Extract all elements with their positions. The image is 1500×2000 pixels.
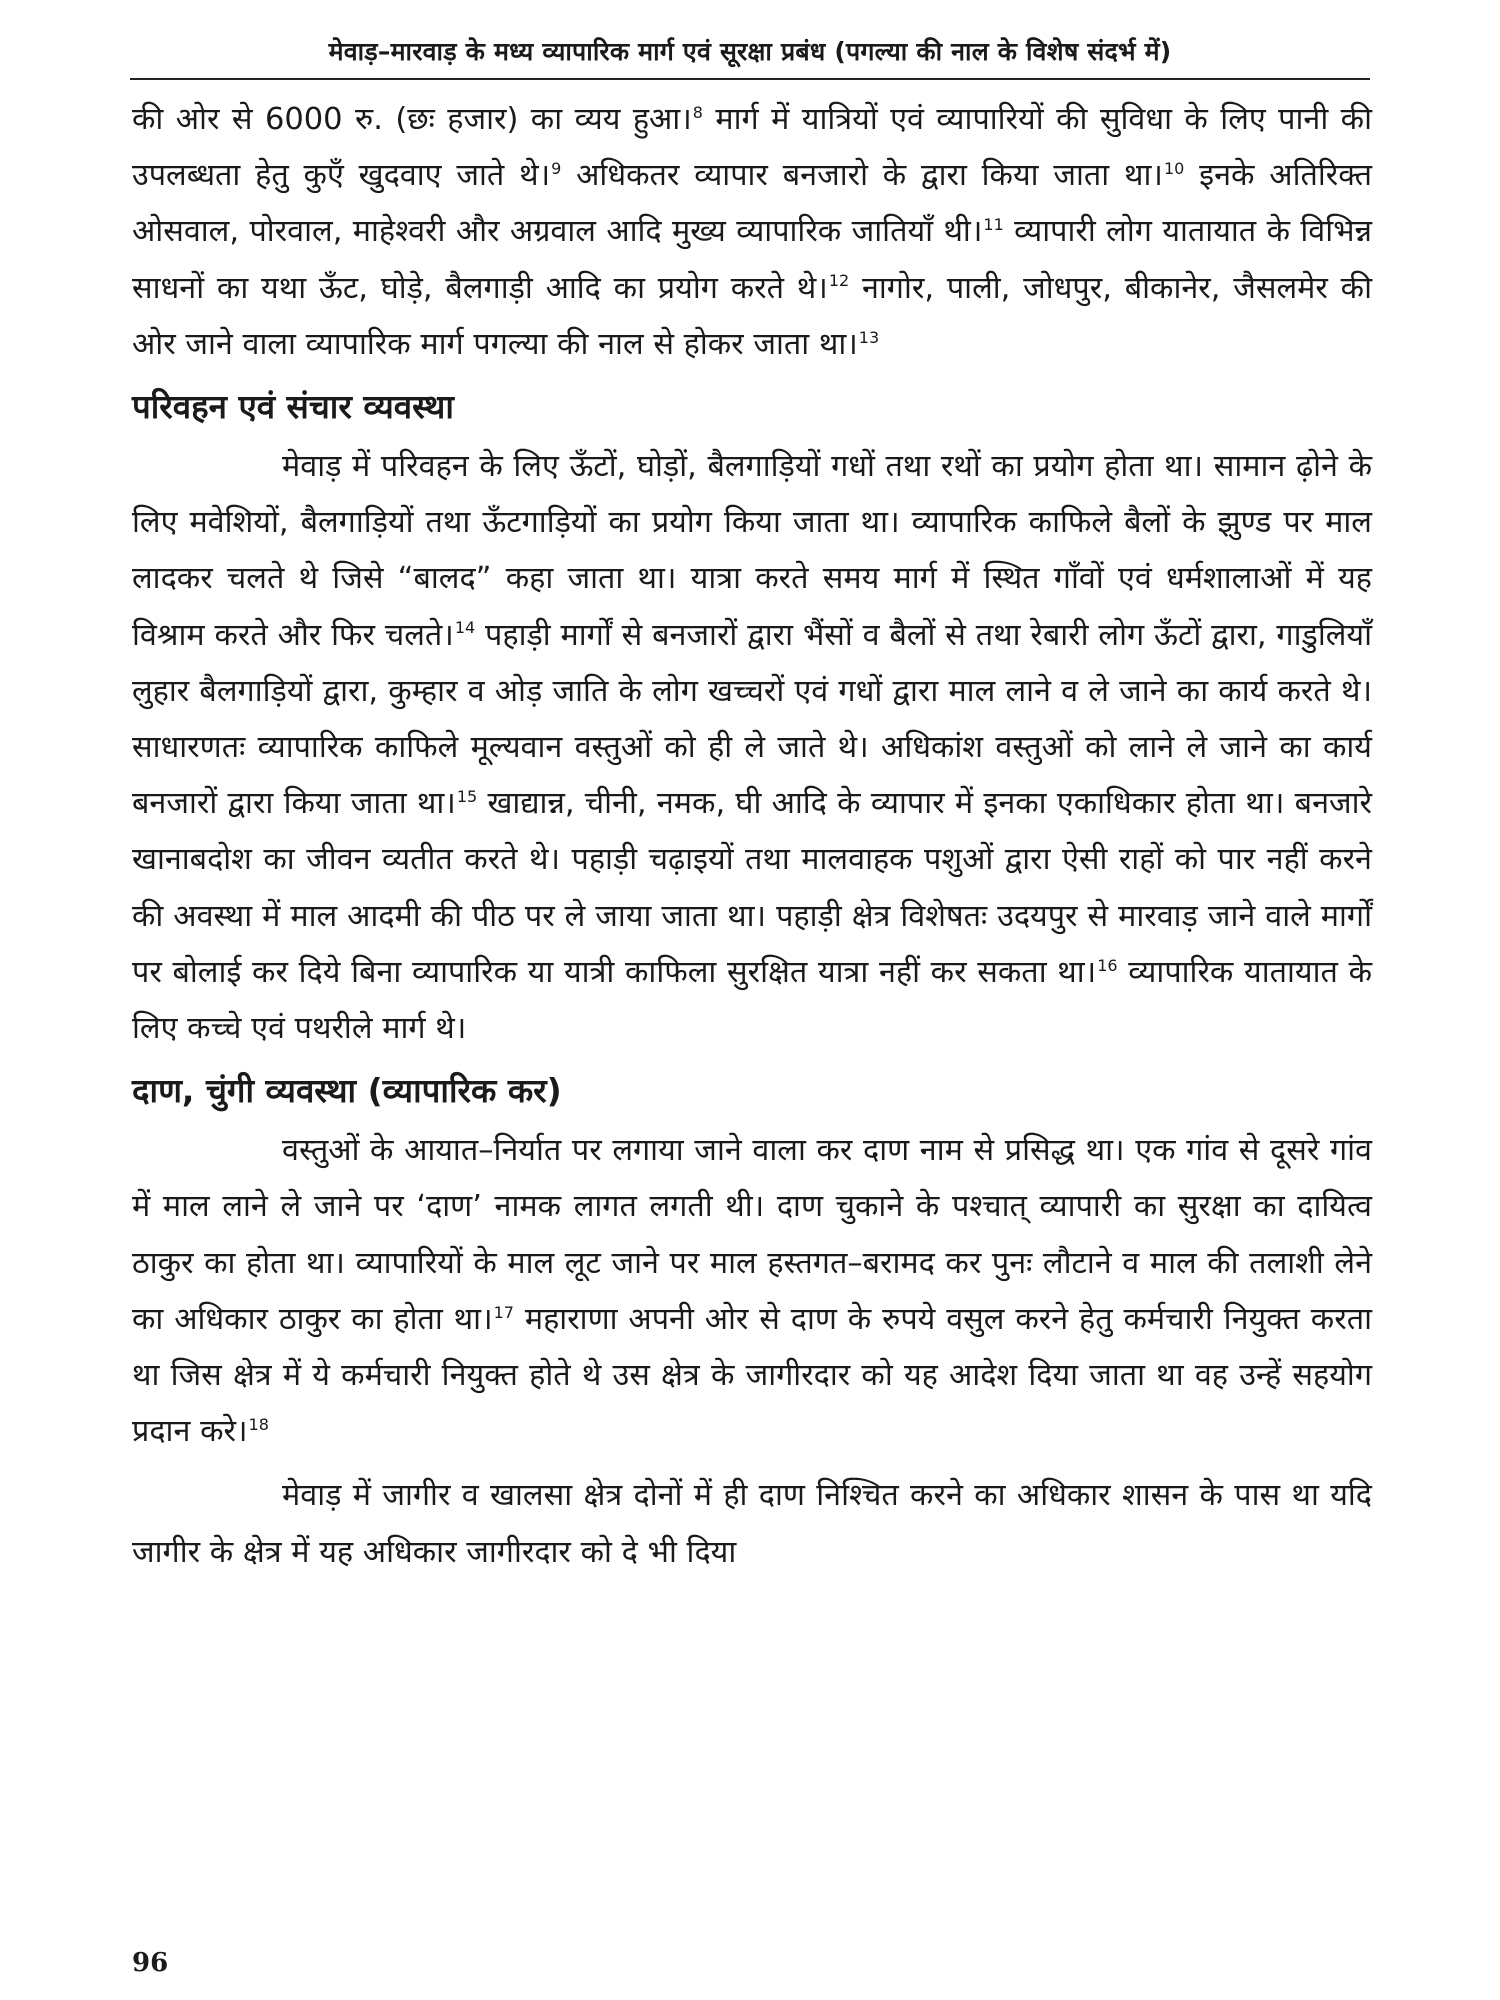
text-run: खाद्यान्न, चीनी, नमक, घी आदि के व्यापार में इनका एकाधिकार होता था। बनजारे खानाबदोश का जीवन व्यतीत करते थे। पहाड़ी चढ़ाइयों तथा मालवाहक पशुओं द्वारा ऐसी राहों को पार नहीं करने की अवस्था में माल आदमी की पीठ पर ले जाया जाता था। पहाड़ी क्षेत्र विशेषतः उदयपुर से मारवाड़ जाने वाले मार्गों पर बोलाई कर दिये बिना व्यापारिक या यात्री काफिला सुरक्षित यात्रा नहीं कर सकता था।	[132, 786, 1373, 990]
text-run: मार्ग में यात्रियों एवं व्यापारियों की सुविधा के लिए पानी की उपलब्धता हेतु कुएँ खुदवाए जाते थे।	[132, 102, 1372, 194]
paragraph-3	[132, 1123, 1372, 1460]
running-header: मेवाड़–मारवाड़ के मध्य व्यापारिक मार्ग एवं सूरक्षा प्रबंध (पगल्या की नाल के विशेष संदर्भ में)	[130, 34, 1370, 80]
footnote-ref: 18	[248, 1415, 269, 1435]
page-number: 96	[132, 1948, 169, 1978]
text-run: की ओर से 6000 रु. (छः हजार) का व्यय हुआ।	[132, 102, 692, 137]
section-heading-transport: परिवहन एवं संचार व्यवस्था	[132, 387, 454, 427]
footnote-ref: 9	[551, 159, 562, 179]
text-run: व्यापारिक यातायात के लिए कच्चे एवं पथरीले मार्ग थे।	[132, 954, 1373, 1047]
text-run: अधिकतर व्यापार बनजारो के द्वारा किया जाता था।	[561, 158, 1163, 194]
footnote-ref: 17	[493, 1302, 514, 1322]
footnote-ref: 16	[1097, 955, 1118, 975]
text-run: मेवाड़ में परिवहन के लिए ऊँटों, घोड़ों, बैलगाड़ियों गधों तथा रथों का प्रयोग होता था। सामान ढ़ोने के लिए मवेशियों, बैलगाड़ियों तथा ऊँटगाड़ियों का प्रयोग किया जाता था। व्यापारिक काफिले बैलों के झुण्ड पर माल लादकर चलते थे जिसे “बालद” कहा जाता था। यात्रा करते समय मार्ग में स्थित गाँवों एवं धर्मशालाओं में यह विश्राम करते और फिर चलते।	[132, 449, 1372, 653]
footnote-ref: 13	[858, 327, 880, 347]
footnote-ref: 8	[692, 102, 703, 122]
text-run: मेवाड़ में जागीर व खालसा क्षेत्र दोनों में ही दाण निश्चित करने का अधिकार शासन के पास था यदि जागीर के क्षेत्र में यह अधिकार जागीरदार को दे भी दिया	[132, 1478, 1372, 1570]
paragraph-1	[132, 92, 1372, 373]
section-heading-tax: दाण, चुंगी व्यवस्था (व्यापारिक कर)	[132, 1071, 562, 1111]
footnote-ref: 14	[454, 618, 476, 638]
text-run: व्यापारी लोग यातायात के विभिन्न साधनों का यथा ऊँट, घोड़े, बैलगाड़ी आदि का प्रयोग करते थे।	[132, 214, 1372, 306]
text-run: इनके अतिरिक्त ओसवाल, पोरवाल, माहेश्वरी और अग्रवाल आदि मुख्य व्यापारिक जातियाँ थी।	[132, 158, 1372, 250]
text-run: पहाड़ी मार्गों से बनजारों द्वारा भैंसों व बैलों से तथा रेबारी लोग ऊँटों द्वारा, गाडुलियाँ लुहार बैलगाड़ियों द्वारा, कुम्हार व ओड़ जाति के लोग खच्चरों एवं गधों द्वारा माल लाने व ले जाने का कार्य करते थे। साधारणतः व्यापारिक काफिले मूल्यवान वस्तुओं को ही ले जाते थे। अधिकांश वस्तुओं को लाने ले जाने का कार्य बनजारों द्वारा किया जाता था।	[132, 617, 1372, 822]
paragraph-2	[132, 439, 1372, 1057]
text-run: वस्तुओं के आयात–निर्यात पर लगाया जाने वाला कर दाण नाम से प्रसिद्ध था। एक गांव से दूसरे गांव में माल लाने ले जाने पर ‘दाण’ नामक लागत लगती थी। दाण चुकाने के पश्चात् व्यापारी का सुरक्षा का दायित्व ठाकुर का होता था। व्यापारियों के माल लूट जाने पर माल हस्तगत–बरामद कर पुनः लौटाने व माल की तलाशी लेने का अधिकार ठाकुर का होता था।	[132, 1133, 1372, 1337]
footnote-ref: 12	[828, 271, 850, 291]
text-run: नागोर, पाली, जोधपुर, बीकानेर, जैसलमेर की ओर जाने वाला व्यापारिक मार्ग पगल्या की नाल से होकर जाता था।	[132, 270, 1373, 362]
footnote-ref: 10	[1163, 159, 1185, 179]
paragraph-4	[132, 1468, 1372, 1580]
footnote-ref: 11	[983, 215, 1004, 235]
text-run: महाराणा अपनी ओर से दाण के रुपये वसुल करने हेतु कर्मचारी नियुक्त करता था जिस क्षेत्र में ये कर्मचारी नियुक्त होते थे उस क्षेत्र के जागीरदार को यह आदेश दिया जाता था वह उन्हें सहयोग प्रदान करे।	[132, 1301, 1372, 1450]
body-text	[132, 92, 1372, 1581]
footnote-ref: 15	[456, 787, 478, 807]
